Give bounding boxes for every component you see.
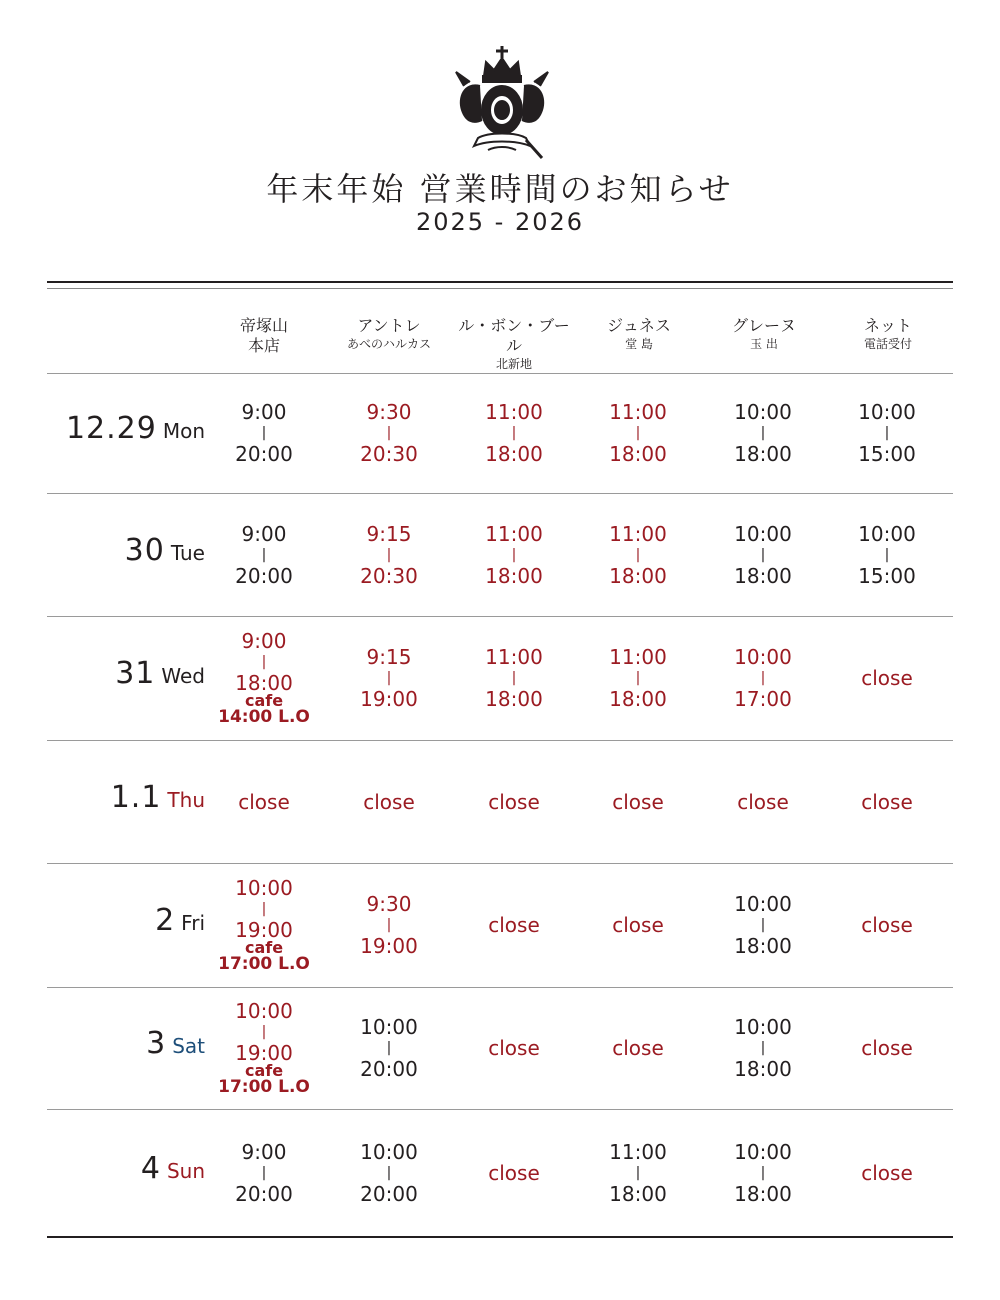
header-line2: 玉 出 [750,337,778,351]
open-time: 10:00 [734,1139,792,1164]
row-divider [47,1109,953,1110]
header-le-bon-beurre [451,316,577,372]
hours-cell [201,630,327,726]
open-time: 11:00 [485,521,543,546]
open-time: 9:00 [241,1139,287,1164]
time-separator: | [511,546,517,563]
hours-cell [451,401,577,465]
top-rule-secondary [47,288,953,289]
open-time: 10:00 [734,892,792,916]
hours-cell [326,1016,452,1080]
hours-cell [824,1162,950,1184]
time-separator: | [261,901,267,917]
hours-cell [451,1037,577,1059]
date-label [0,903,205,938]
closed-label: close [488,1036,540,1060]
bottom-rule [47,1236,953,1238]
hours-cell [451,646,577,710]
hours-cell [326,791,452,813]
weekday-label: Thu [167,787,205,812]
date-number: 4 [140,1150,161,1186]
time-separator: | [261,1164,267,1181]
close-time: 18:00 [485,442,543,466]
hours-cell [575,401,701,465]
time-separator: | [261,1024,267,1040]
close-time: 18:00 [734,1057,792,1081]
header-line2: 電話受付 [863,337,912,351]
time-separator: | [635,546,641,563]
open-time: 11:00 [609,1139,667,1164]
time-separator: | [511,425,517,441]
close-time: 18:00 [485,563,543,588]
header-line1: ル・ボン・ブール [458,316,570,355]
hours-cell [326,523,452,587]
closed-label: close [488,789,540,814]
time-separator: | [386,670,392,686]
hours-cell [451,523,577,587]
header-jeunesse [576,316,702,352]
row-divider [47,987,953,988]
closed-label: close [612,1036,664,1060]
top-rule [47,281,953,283]
hours-cell [326,646,452,710]
hours-cell [700,401,826,465]
cafe-last-order: 17:00 L.O [218,1077,310,1097]
closed-label: close [861,789,913,814]
open-time: 9:15 [366,645,412,669]
time-separator: | [261,425,267,441]
closed-label: close [488,913,540,937]
time-separator: | [635,1164,641,1181]
close-time: 20:00 [360,1181,418,1206]
date-label [0,780,205,815]
close-time: 20:00 [235,563,293,588]
time-separator: | [760,917,766,933]
open-time: 10:00 [235,999,293,1023]
closed-label: close [612,789,664,814]
year-range: 2025 - 2026 [415,208,585,236]
date-number: 31 [115,656,156,691]
open-time: 9:00 [241,521,287,546]
header-line1: グレーヌ [731,316,796,335]
header-line1: ネット [863,316,912,335]
time-separator: | [760,670,766,686]
hours-cell [824,1037,950,1059]
hours-cell [451,914,577,936]
hours-cell [201,523,327,587]
closed-label: close [861,913,913,937]
close-time: 18:00 [734,563,792,588]
row-divider [47,740,953,741]
header-line1: ジュネス [607,316,671,335]
hours-cell [201,791,327,813]
open-time: 9:30 [366,400,412,424]
open-time: 9:00 [241,400,287,424]
weekday-label: Fri [181,911,205,935]
header-line2: あべのハルカス [346,337,431,351]
time-separator: | [261,654,267,670]
open-time: 10:00 [858,400,916,424]
date-number: 3 [146,1026,167,1061]
date-label [0,1026,205,1061]
hours-cell [326,893,452,957]
date-label [0,1151,205,1186]
date-number: 2 [155,903,176,938]
hours-cell [201,1141,327,1205]
closed-label: close [238,789,290,814]
closed-label: close [861,666,913,690]
hours-cell [326,1141,452,1205]
hours-cell [575,646,701,710]
header-entree [326,316,452,352]
open-time: 11:00 [609,521,667,546]
date-number: 1.1 [110,779,162,815]
open-time: 9:15 [366,521,412,546]
date-label [0,533,205,568]
header-tezukayama [201,316,327,356]
close-time: 15:00 [858,563,916,588]
close-time: 18:00 [609,1181,667,1206]
open-time: 10:00 [734,521,792,546]
time-separator: | [511,670,517,686]
time-separator: | [635,670,641,686]
page-title: 年末年始 営業時間のお知らせ [266,170,734,208]
close-time: 18:00 [485,687,543,711]
close-time: 20:00 [235,1181,293,1206]
time-separator: | [386,917,392,933]
time-separator: | [635,425,641,441]
header-graine [701,316,827,352]
header-line2: 北新地 [495,357,532,371]
cafe-last-order: 14:00 L.O [218,707,310,727]
close-time: 18:00 [734,934,792,958]
time-separator: | [760,425,766,441]
close-time: 20:00 [360,1057,418,1081]
closed-label: close [363,789,415,814]
open-time: 10:00 [734,645,792,669]
open-time: 10:00 [235,876,293,900]
row-divider [47,493,953,494]
header-line2: 堂 島 [625,337,653,351]
hours-cell [326,401,452,465]
hours-cell [700,646,826,710]
time-separator: | [386,1040,392,1056]
open-time: 10:00 [360,1139,418,1164]
time-separator: | [884,546,890,563]
closed-label: close [861,1160,913,1185]
time-separator: | [760,1040,766,1056]
date-label [0,411,205,446]
close-time: 17:00 [734,687,792,711]
close-time: 19:00 [360,687,418,711]
hours-cell [201,877,327,973]
closed-label: close [488,1160,540,1185]
header-line1: 帝塚山 [239,316,288,335]
open-time: 10:00 [734,1015,792,1039]
open-time: 9:30 [366,892,412,916]
closed-label: close [612,913,664,937]
hours-cell [700,893,826,957]
open-time: 10:00 [734,400,792,424]
row-divider [47,616,953,617]
hours-cell [575,1141,701,1205]
hours-cell [201,401,327,465]
hours-cell [575,914,701,936]
hours-cell [201,1000,327,1096]
hours-cell [451,1162,577,1184]
open-time: 11:00 [609,645,667,669]
close-time: 19:00 [360,934,418,958]
weekday-label: Tue [170,540,205,565]
cafe-last-order: 17:00 L.O [218,954,310,974]
close-time: 20:30 [360,442,418,466]
hours-cell [451,791,577,813]
close-time: 18:00 [734,1181,792,1206]
weekday-label: Sun [166,1158,205,1183]
close-time: 15:00 [858,442,916,466]
hours-cell [824,401,950,465]
close-time: 18:00 [609,687,667,711]
cafe-label: cafe [244,1061,284,1080]
header-line1: アントレ [357,316,421,335]
weekday-label: Sat [172,1034,205,1058]
date-number: 30 [124,532,165,568]
hours-cell [575,1037,701,1059]
close-time: 18:00 [734,442,792,466]
close-time: 20:30 [360,563,418,588]
hours-cell [824,791,950,813]
time-separator: | [261,546,267,563]
time-separator: | [760,1164,766,1181]
close-time: 18:00 [609,442,667,466]
close-time: 19:00 [235,1041,293,1065]
close-time: 18:00 [235,671,293,695]
close-time: 18:00 [609,563,667,588]
open-time: 10:00 [360,1015,418,1039]
time-separator: | [884,425,890,441]
time-separator: | [386,425,392,441]
date-label [0,656,205,691]
row-divider [47,863,953,864]
row-divider [47,373,953,374]
hours-cell [575,791,701,813]
hours-cell [824,667,950,689]
header-net-phone [825,316,951,352]
open-time: 11:00 [485,645,543,669]
time-separator: | [760,546,766,563]
crest-icon [452,42,552,166]
cafe-label: cafe [244,938,284,957]
hours-cell [700,791,826,813]
hours-cell [824,523,950,587]
closed-label: close [861,1036,913,1060]
hours-cell [700,523,826,587]
time-separator: | [386,546,392,563]
weekday-label: Wed [161,664,205,688]
hours-cell [700,1141,826,1205]
weekday-label: Mon [162,419,205,443]
time-separator: | [386,1164,392,1181]
date-number: 12.29 [65,411,157,446]
open-time: 11:00 [609,400,667,424]
close-time: 20:00 [235,442,293,466]
hours-cell [700,1016,826,1080]
closed-label: close [737,789,789,814]
hours-cell [824,914,950,936]
open-time: 10:00 [858,521,916,546]
close-time: 19:00 [235,918,293,942]
cafe-label: cafe [244,691,284,710]
hours-cell [575,523,701,587]
open-time: 9:00 [241,629,287,653]
header-line2: 本店 [247,336,280,355]
open-time: 11:00 [485,400,543,424]
